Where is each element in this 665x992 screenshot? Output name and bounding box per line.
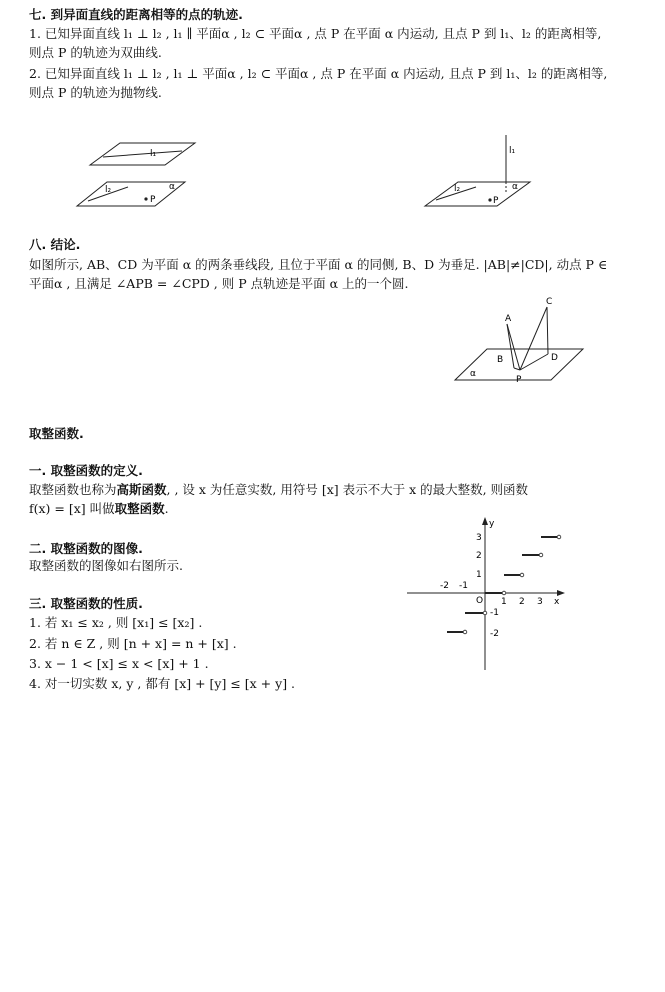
property-3: 3. x − 1 < [x] ≤ x < [x] + 1 . [29, 656, 209, 671]
label-l1: l₁ [509, 146, 516, 156]
figure-perpendicular-plane [420, 135, 580, 215]
x-tick-1: 1 [501, 597, 507, 607]
property-1: 1. 若 x₁ ≤ x₂ , 则 [x₁] ≤ [x₂] . [29, 615, 203, 630]
y-tick--2: -2 [490, 629, 499, 639]
x-tick-3: 3 [537, 597, 543, 607]
section-7-title: 七. 到异面直线的距离相等的点的轨迹. [29, 7, 243, 22]
label-a: A [505, 314, 512, 324]
definition-text-a: 取整函数也称为 [29, 482, 117, 497]
x-tick--1: -1 [459, 581, 468, 591]
label-l1: l₁ [150, 149, 157, 159]
graph-text: 取整函数的图像如右图所示. [29, 558, 183, 573]
figure-parallel-planes [70, 135, 230, 215]
label-l2: l₂ [454, 184, 461, 194]
y-tick--1: -1 [490, 608, 499, 618]
section-7-item-2: 2. 已知异面直线 l₁ ⊥ l₂ , l₁ ⊥ 平面α , l₂ ⊂ 平面α , 点 P 在平面 α 内运动, 且点 P 到 l₁、l₂ 的距离相等, 则点 P 的轨迹为抛物线. [29, 66, 608, 100]
definition-title: 一. 取整函数的定义. [29, 463, 143, 478]
label-alpha: α [470, 369, 476, 379]
y-tick-2: 2 [476, 551, 482, 561]
label-d: D [551, 353, 558, 363]
properties-title: 三. 取整函数的性质. [29, 596, 143, 611]
x-tick-2: 2 [519, 597, 525, 607]
property-4: 4. 对一切实数 x, y , 都有 [x] + [y] ≤ [x + y] . [29, 676, 296, 691]
section-8-title: 八. 结论. [29, 237, 81, 252]
origin-label: O [476, 596, 484, 606]
x-tick--2: -2 [440, 581, 449, 591]
property-2: 2. 若 n ∈ Z , 则 [n + x] = n + [x] . [29, 636, 237, 651]
label-c: C [546, 297, 553, 307]
y-axis-label: y [489, 519, 495, 529]
label-p: P [493, 196, 499, 206]
definition-text [29, 480, 589, 518]
definition-text-f: . [164, 501, 169, 516]
y-tick-3: 3 [476, 533, 482, 543]
label-l2: l₂ [105, 185, 112, 195]
label-alpha: α [169, 182, 175, 192]
y-tick-1: 1 [476, 570, 482, 580]
point-p [144, 197, 147, 200]
definition-term-floor: 取整函数 [114, 501, 165, 516]
definition-text-d: f(x) = [x] 叫做 [29, 501, 115, 516]
figure-conclusion [450, 292, 590, 384]
definition-text-c: , , 设 x 为任意实数, 用符号 [x] 表示不大于 x 的最大整数, 则函数 [166, 482, 529, 497]
x-axis-label: x [554, 597, 560, 607]
label-p: P [150, 195, 156, 205]
section-7-item-1: 1. 已知异面直线 l₁ ⊥ l₂ , l₁ ∥ 平面α , l₂ ⊂ 平面α , 点 P 在平面 α 内运动, 且点 P 到 l₁、l₂ 的距离相等, 则点 P 的轨迹为双曲线. [29, 26, 602, 60]
floor-function-graph [405, 515, 570, 673]
label-p: P [516, 375, 522, 384]
floor-title: 取整函数. [29, 426, 84, 441]
point-p [488, 198, 491, 201]
section-8-text: 如图所示, AB、CD 为平面 α 的两条垂线段, 且位于平面 α 的同侧, B、D 为垂足. |AB|≠|CD|, 动点 P ∈ 平面α , 且满足 ∠APB = ∠CPD , 则 P 点轨迹是平面 α 上的一个圆. [29, 257, 608, 291]
graph-title: 二. 取整函数的图像. [29, 541, 143, 556]
label-alpha: α [512, 182, 518, 192]
definition-term-gauss: 高斯函数 [116, 482, 167, 497]
label-b: B [497, 355, 504, 365]
